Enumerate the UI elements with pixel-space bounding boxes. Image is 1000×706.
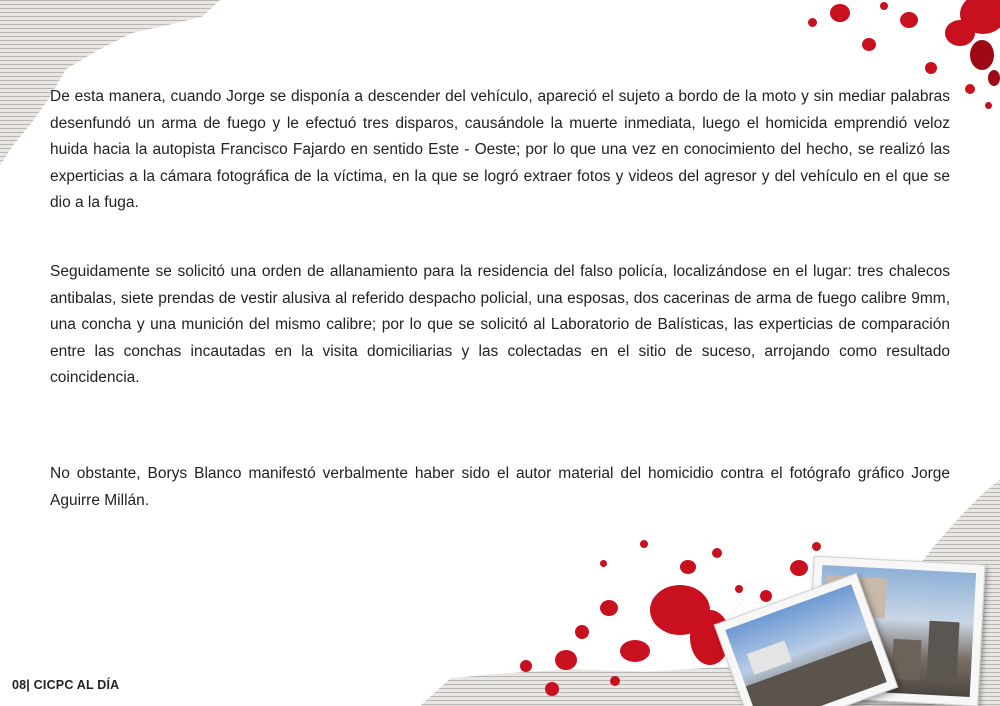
paragraph-1: De esta manera, cuando Jorge se disponía a descender del vehículo, apareció el sujeto a bordo de la moto y sin mediar palabras desenfundó un arma de fuego y le efectuó tres disparos, causándole la muerte inmediata, luego el homicida emprendió veloz huida hacia la autopista Francisco Fajardo en sentido Este - Oeste; por lo que una vez en conocimiento del hecho, se realizó las experticias a la cámara fotográfica de la víctima, en la que se logró extraer fotos y videos del agresor y del vehículo en el que se dio a la fuga. [50,88,950,211]
paragraph-3: No obstante, Borys Blanco manifestó verbalmente haber sido el autor material del homicidio contra el fotógrafo gráfico Jorge Aguirre Millán. [50,465,950,509]
paragraph-2: Seguidamente se solicitó una orden de allanamiento para la residencia del falso policía, localizándose en el lugar: tres chalecos antibalas, siete prendas de vestir alusiva al referido despacho policial, una esposas, dos cacerinas de arma de fuego calibre 9mm, una concha y una munición del mismo calibre; por lo que se solicitó al Laboratorio de Balísticas, las experticias de comparación entre las conchas incautadas en la visita domiciliarias y las colectadas en el sitio de suceso, arrojando como resultado coincidencia. [50,263,950,386]
page-footer: 08| CICPC AL DÍA [12,678,120,692]
